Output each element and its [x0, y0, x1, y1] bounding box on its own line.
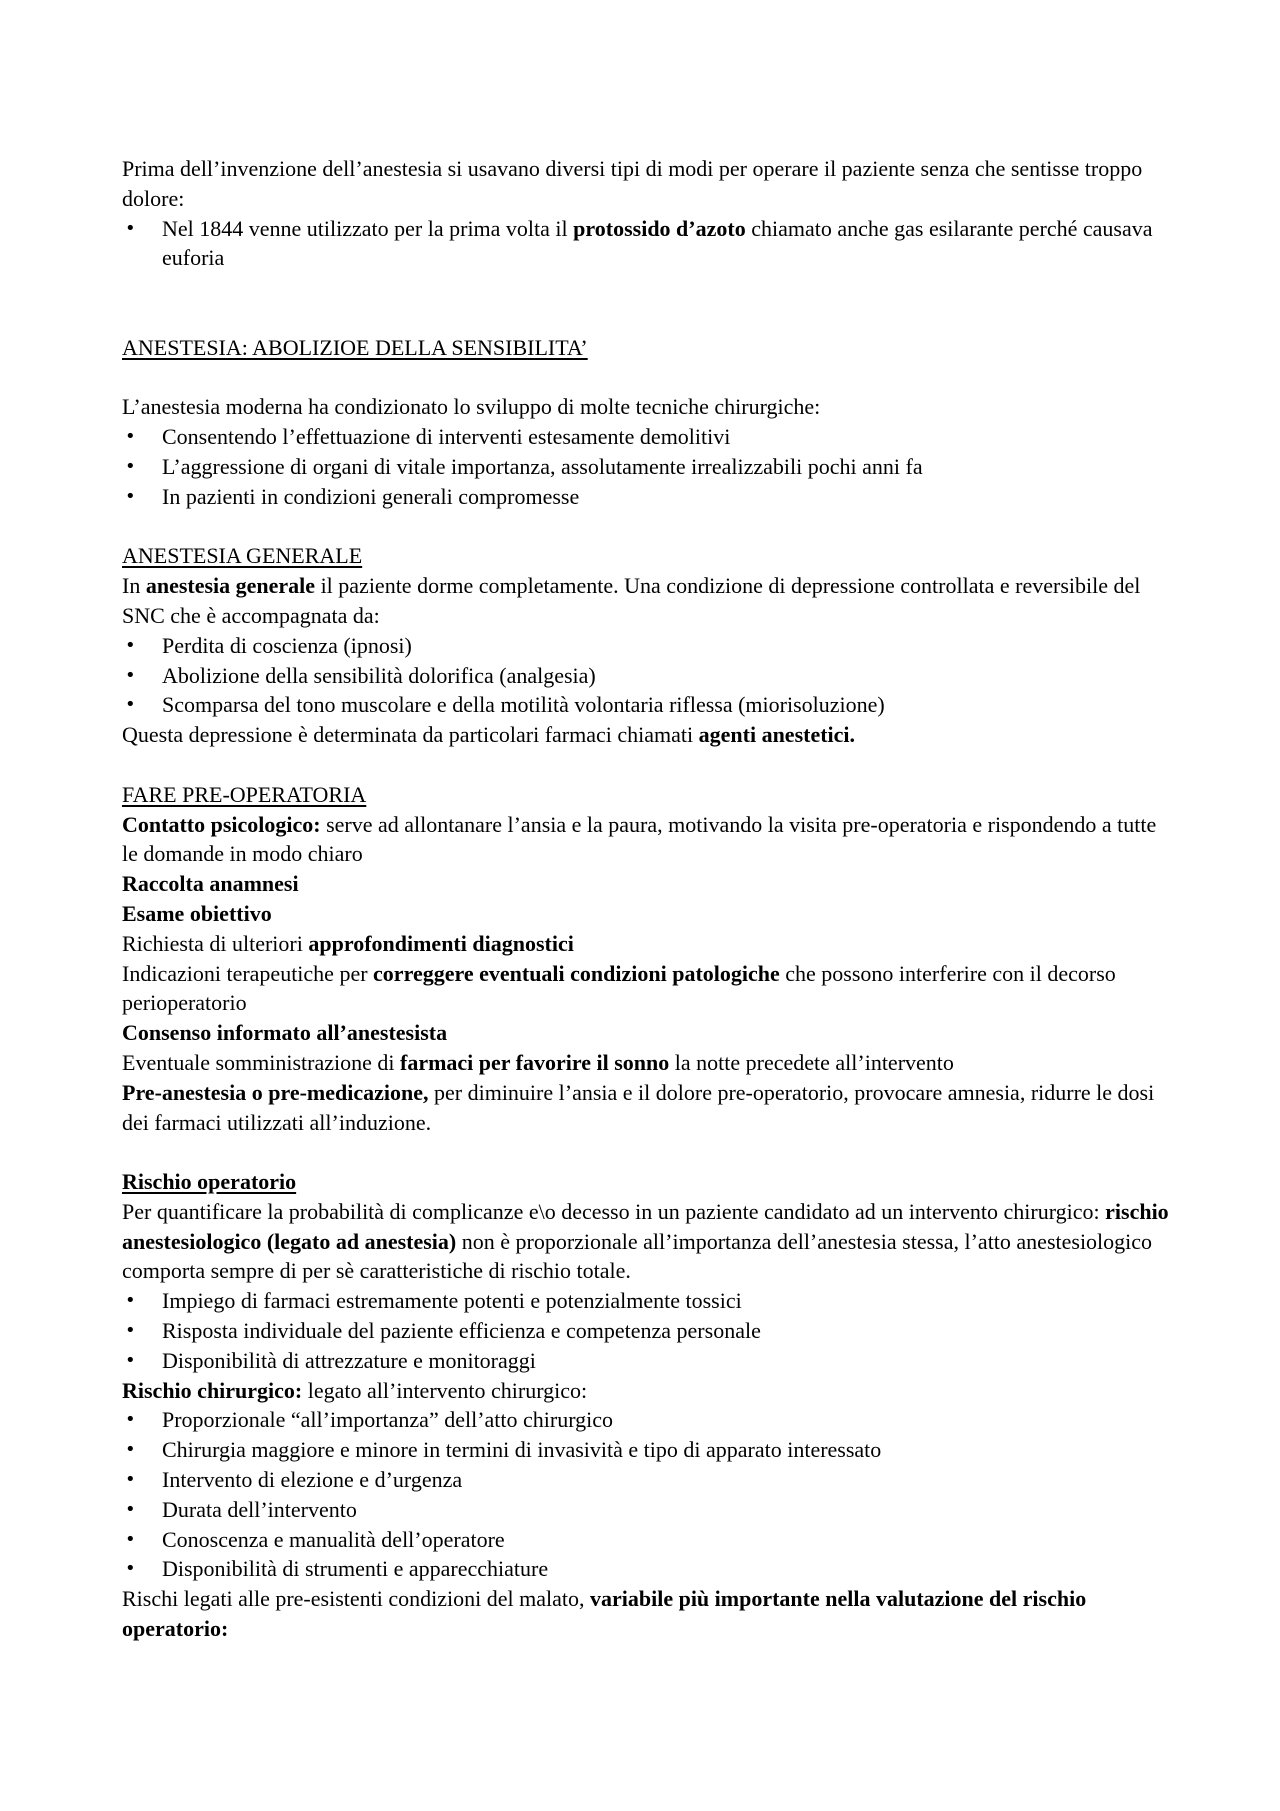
- bullet-icon: •: [125, 1439, 136, 1461]
- section-line: Contatto psicologico: serve ad allontanare l’ansia e la paura, motivando la visita pre-operatoria e rispondendo a tutte le domande in modo chiaro: [122, 811, 1157, 867]
- list-item: • Chirurgia maggiore e minore in termini di invasività e tipo di apparato interessato: [122, 1435, 1170, 1465]
- bullet-icon: •: [125, 1469, 136, 1491]
- section-paragraph: Per quantificare la probabilità di complicanze e\o decesso in un paziente candidato ad un intervento chirurgico: rischio anestesiologico (legato ad anestesia) non è proporzionale all’importanza dell’anestesia stessa, l’atto anestesiologico comporta sempre di per sè caratteristiche di rischio totale.: [122, 1198, 1169, 1284]
- section-line: Indicazioni terapeutiche per correggere eventuali condizioni patologiche che possono interferire con il decorso perioperatorio: [122, 960, 1116, 1016]
- section-heading-anestesia: ANESTESIA: ABOLIZIOE DELLA SENSIBILITA’: [122, 334, 588, 360]
- bullet-icon: •: [125, 1528, 136, 1550]
- list-item: • Conoscenza e manualità dell’operatore: [122, 1525, 1170, 1555]
- bullet-icon: •: [125, 1498, 136, 1520]
- bullet-icon: •: [125, 485, 136, 507]
- list-item: • Risposta individuale del paziente efficienza e competenza personale: [122, 1316, 1170, 1346]
- list-item: • Nel 1844 venne utilizzato per la prima volta il protossido d’azoto chiamato anche gas esilarante perché causava euforia: [125, 215, 1153, 271]
- section-line: Consenso informato all’anestesista: [122, 1020, 448, 1046]
- list-item: • L’aggressione di organi di vitale importanza, assolutamente irrealizzabili pochi anni fa: [122, 452, 1170, 482]
- section-paragraph: Rischi legati alle pre-esistenti condizioni del malato, variabile più importante nella valutazione del rischio operatorio:: [122, 1586, 1087, 1642]
- section-paragraph: In anestesia generale il paziente dorme completamente. Una condizione di depressione controllata e reversibile del SNC che è accompagnata da:: [122, 573, 1141, 628]
- intro-list: [122, 214, 1170, 274]
- section-line: Rischio chirurgico: legato all’intervento chirurgico:: [122, 1377, 588, 1403]
- list-item: • Abolizione della sensibilità dolorifica (analgesia): [122, 661, 1170, 691]
- list-item: • Disponibilità di attrezzature e monitoraggi: [122, 1346, 1170, 1376]
- list-item: • Durata dell’intervento: [122, 1495, 1170, 1525]
- rischio-anestesiologico-list: [122, 1286, 1170, 1375]
- section-line: Esame obiettivo: [122, 900, 272, 926]
- bullet-icon: •: [125, 1409, 136, 1431]
- list-item: • Scomparsa del tono muscolare e della motilità volontaria riflessa (miorisoluzione): [122, 690, 1170, 720]
- section-line: Richiesta di ulteriori approfondimenti diagnostici: [122, 930, 574, 956]
- bullet-icon: •: [125, 664, 136, 686]
- section-line: Eventuale somministrazione di farmaci per favorire il sonno la notte precedete all’intervento: [122, 1049, 954, 1075]
- list-item: • Consentendo l’effettuazione di interventi estesamente demolitivi: [122, 422, 1170, 452]
- list-item: • Intervento di elezione e d’urgenza: [122, 1465, 1170, 1495]
- bullet-icon: •: [125, 694, 136, 716]
- bullet-icon: •: [125, 455, 136, 477]
- intro-paragraph: Prima dell’invenzione dell’anestesia si usavano diversi tipi di modi per operare il paziente senza che sentisse troppo dolore:: [122, 156, 1143, 211]
- section-heading-anestesia-generale: ANESTESIA GENERALE: [122, 543, 363, 569]
- section-paragraph: Questa depressione è determinata da particolari farmaci chiamati agenti anestetici.: [122, 722, 856, 748]
- anestesia-list: [122, 422, 1170, 511]
- section-heading-fare-pre-operatoria: FARE PRE-OPERATORIA: [122, 781, 367, 807]
- anestesia-generale-list: [122, 631, 1170, 720]
- list-item: • Proporzionale “all’importanza” dell’atto chirurgico: [122, 1405, 1170, 1435]
- bullet-icon: •: [125, 1320, 136, 1342]
- bullet-icon: •: [125, 634, 136, 656]
- section-intro: L’anestesia moderna ha condizionato lo sviluppo di molte tecniche chirurgiche:: [122, 394, 821, 420]
- list-item: • Disponibilità di strumenti e apparecchiature: [122, 1554, 1170, 1584]
- section-line: Raccolta anamnesi: [122, 871, 299, 897]
- bullet-icon: •: [125, 426, 136, 448]
- section-line: Pre-anestesia o pre-medicazione, per diminuire l’ansia e il dolore pre-operatorio, provocare amnesia, ridurre le dosi dei farmaci utilizzati all’induzione.: [122, 1079, 1155, 1135]
- bullet-icon: •: [125, 1558, 136, 1580]
- list-item: • In pazienti in condizioni generali compromesse: [122, 482, 1170, 512]
- rischio-chirurgico-list: [122, 1405, 1170, 1584]
- list-item: • Impiego di farmaci estremamente potenti e potenzialmente tossici: [122, 1286, 1170, 1316]
- section-heading-rischio-operatorio: Rischio operatorio: [122, 1169, 297, 1195]
- bullet-icon: •: [125, 1349, 136, 1371]
- list-item: • Perdita di coscienza (ipnosi): [122, 631, 1170, 661]
- bullet-icon: •: [125, 217, 136, 239]
- document-body: [122, 154, 1170, 1644]
- bullet-icon: •: [125, 1290, 136, 1312]
